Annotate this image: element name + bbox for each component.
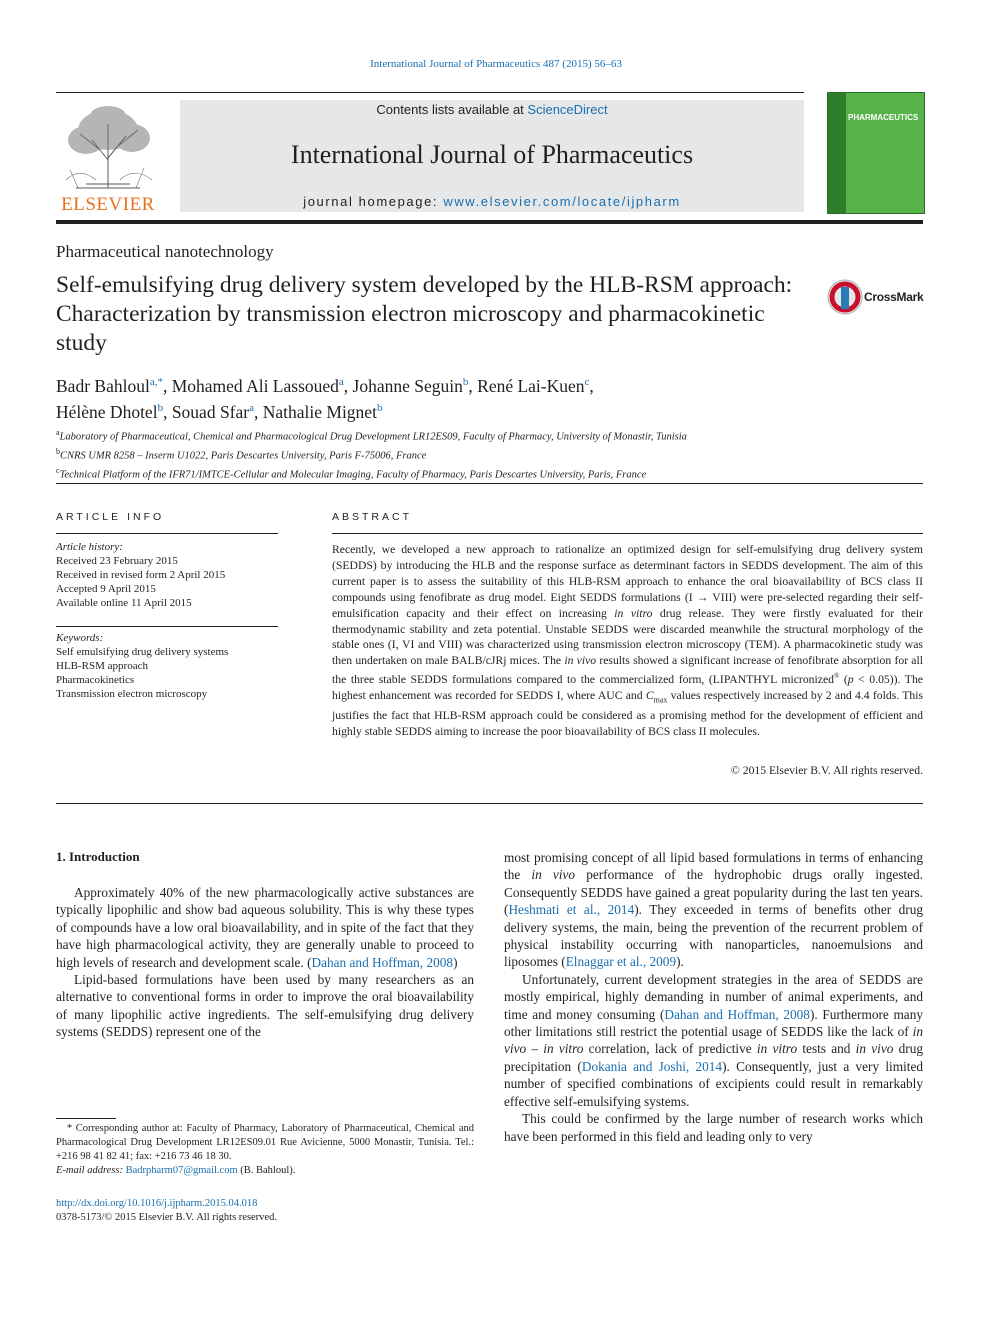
crossmark-label[interactable]: CrossMark bbox=[864, 290, 924, 304]
author-name: Nathalie Mignet bbox=[262, 401, 377, 422]
paragraph: Lipid-based formulations have been used by many researchers as an alternative to conventional forms in order to improve the oral bioavailability of many lipophilic active ingredients. The self-emulsifying drug delivery systems (SEDDS) represent one of the bbox=[56, 972, 474, 1040]
citation-link[interactable]: Dahan and Hoffman, 2008 bbox=[664, 1006, 810, 1022]
contents-line bbox=[180, 102, 804, 117]
keywords-rule bbox=[56, 626, 278, 627]
abstract-rule bbox=[332, 533, 923, 534]
history-label: Article history: bbox=[56, 541, 123, 553]
introduction-heading: 1. Introduction bbox=[56, 849, 140, 864]
doi-link[interactable]: http://dx.doi.org/10.1016/j.ijpharm.2015.04.018 bbox=[56, 1198, 258, 1209]
footnote-rule bbox=[56, 1118, 116, 1119]
journal-cover-image bbox=[827, 92, 925, 214]
article-info-heading: ARTICLE INFO bbox=[56, 511, 165, 523]
history-item: Accepted 9 April 2015 bbox=[56, 583, 156, 595]
paragraph: This could be confirmed by the large number of research works which have been performed in this field and leading only to very bbox=[504, 1111, 923, 1144]
author-name: Souad Sfar bbox=[171, 401, 250, 422]
homepage-prefix: journal homepage: bbox=[303, 194, 444, 209]
paragraph: most promising concept of all lipid based formulations in terms of enhancing the in vivo performance of the hydrophobic drugs orally ingested. Consequently SEDDS have gained a great popularity during the last ten years. (Heshmati et al., 2014). They exceeded in terms of benefits other drug delivery systems, the main, being the prevention of the recurrent problem of physical instability occurring with nanoparticles, nanoemulsions and liposomes (Elnaggar et al., 2009). bbox=[504, 850, 923, 970]
citation-link[interactable]: Dokania and Joshi, 2014 bbox=[581, 1058, 723, 1074]
author-affiliation-marker[interactable]: a bbox=[249, 401, 254, 414]
journal-reference-link[interactable]: International Journal of Pharmaceutics 487 (2015) 56–63 bbox=[370, 58, 622, 70]
header-thick-rule bbox=[56, 220, 923, 224]
author-name: Johanne Seguin bbox=[352, 375, 463, 396]
author-name: Mohamed Ali Lassoued bbox=[171, 375, 339, 396]
author-affiliation-marker[interactable]: b bbox=[157, 401, 164, 414]
article-title: Self-emulsifying drug delivery system developed by the HLB-RSM approach: Characterization by transmission electron microscopy and pharmacokinetic study bbox=[56, 272, 793, 356]
elsevier-wordmark: ELSEVIER bbox=[61, 194, 155, 215]
author-affiliation-marker[interactable]: b bbox=[376, 401, 383, 414]
sciencedirect-link[interactable]: ScienceDirect bbox=[527, 102, 608, 117]
paragraph: Approximately 40% of the new pharmacologically active substances are typically lipophilic and show bad aqueous solubility. This is why these types of compounds have a low oral bioavailability, and in spite of the fact that they have high pharmacological activity, they are generally unable to proceed to high levels of research and development scale. (Dahan and Hoffman, 2008) bbox=[56, 885, 474, 970]
homepage-line bbox=[180, 194, 804, 209]
affiliation: $^a$Laboratory of Pharmaceutical, Chemical and Pharmacological Drug Development LR12ES09, Faculty of Pharmacy, University of Monastir, Tunisia bbox=[56, 428, 687, 443]
author-affiliation-marker[interactable]: a,* bbox=[149, 376, 163, 388]
article-info-rule bbox=[56, 533, 278, 534]
paragraph: Unfortunately, current development strategies in the area of SEDDS are mostly empirical, highly demanding in number of animal experiments, and time and money consuming (Dahan and Hoffman, 2008). Furthermore many other limitations still restrict the potential usage of SEDDS like the lack of in vivo – in vitro correlation, lack of predictive in vitro tests and in vivo drug precipitation (Dokania and Joshi, 2014). Consequently, just a very limited number of specified combinations of excipients could result in remarkably effective self-emulsifying systems. bbox=[504, 971, 924, 1109]
header-top-rule bbox=[56, 92, 804, 93]
keyword-item: Transmission electron microscopy bbox=[56, 688, 208, 700]
article-section-label: Pharmaceutical nanotechnology bbox=[56, 242, 274, 261]
keyword-item: HLB-RSM approach bbox=[56, 660, 148, 672]
email-link[interactable]: Badrpharm07@gmail.com bbox=[125, 1165, 238, 1176]
issn-line: 0378-5173/© 2015 Elsevier B.V. All rights reserved. bbox=[56, 1212, 277, 1223]
homepage-link[interactable]: www.elsevier.com/locate/ijpharm bbox=[443, 194, 681, 209]
citation-link[interactable]: Elnaggar et al., 2009 bbox=[565, 954, 677, 970]
title-bottom-rule bbox=[56, 483, 923, 484]
abstract-bottom-rule bbox=[56, 803, 923, 804]
corresponding-author-footnote: * Corresponding author at: Faculty of Pharmacy, Laboratory of Pharmaceutical, Chemical and Pharmacological Drug Development LR12ES09.01 Rue Avicienne, 5000 Monastir, Tunisia. Tel.: +216 98 41 82 41; fax: +216 73 46 18 30. E-mail address: Badrpharm07@gmail.com (B. Bahloul). bbox=[56, 1123, 475, 1176]
affiliation: $^b$CNRS UMR 8258 – Inserm U1022, Paris Descartes University, Paris F-75006, France bbox=[56, 447, 427, 462]
citation-link[interactable]: Dahan and Hoffman, 2008 bbox=[311, 954, 454, 970]
history-item: Available online 11 April 2015 bbox=[56, 597, 192, 609]
author-affiliation-marker[interactable]: c bbox=[584, 376, 590, 388]
keywords bbox=[56, 631, 278, 701]
abstract-body: Recently, we developed a new approach to rationalize an optimized design for self-emulsifying drug delivery system (SEDDS) by introducing the HLB and the response surface as determinant factors in SEDDS development. The aim of this current paper is to assess the suitability of this HLB-RSM approach to enhance the oral bioavailability of BCS class II compounds using fenofibrate as drug model. Eight SEDDS formulations (I → VIII) were pre-selected regarding their self-emulsification capacity and their effect on increasing in vitro drug release. They were firstly evaluated for their thermodynamic stability and zeta potential. Unstable SEDDS were discarded meanwhile the structural morphology of the stable ones (I, VI and VIII) was characterized using transmission electron microscopy (TEM). A pharmacokinetic study was then undertaken on male BALB/cJRj mices. The in vivo results showed a significant increase of fenofibrate absorption for all the three stable SEDDS formulations compared to the commercialized form, (LIPANTHYL micronized® (p < 0.05)). The highest enhancement was recorded for SEDDS I, where AUC and $C_{max}$ values respectively increased by 2 and 4.4 folds. This justifies the fact that HLB-RSM approach could be considered as a promising method for the development of efficient and highly stable SEDDS aiming to increase the poor bioavailability of BCS class II molecules. bbox=[332, 543, 924, 739]
author-name: Badr Bahloul bbox=[56, 375, 150, 396]
author-affiliation-marker[interactable]: a bbox=[338, 376, 344, 388]
affiliation: $^c$Technical Platform of the IFR71/IMTCE-Cellular and Molecular Imaging, Faculty of Pharmacy, Paris Descartes University, Paris, France bbox=[56, 466, 647, 481]
history-item: Received in revised form 2 April 2015 bbox=[56, 569, 226, 581]
keyword-item: Self emulsifying drug delivery systems bbox=[56, 646, 229, 658]
body-right-column bbox=[504, 849, 923, 1145]
author-list: Badr Bahloul$^{a,*}$, Mohamed Ali Lassoued$^a$, Johanne Seguin$^b$, René Lai-Kuen$^c$, Hélène Dhotel$^b$, Souad Sfar$^a$, Nathalie Mignet$^b$ bbox=[56, 375, 594, 422]
abstract-copyright: © 2015 Elsevier B.V. All rights reserved. bbox=[730, 764, 923, 777]
author-name: René Lai-Kuen bbox=[477, 375, 585, 396]
author-affiliation-marker[interactable]: b bbox=[462, 376, 469, 388]
cover-title: PHARMACEUTICS bbox=[848, 113, 919, 122]
article-history bbox=[56, 540, 278, 610]
author-name: Hélène Dhotel bbox=[56, 401, 158, 422]
body-left-column bbox=[56, 884, 474, 1041]
citation-link[interactable]: Heshmati et al., 2014 bbox=[508, 902, 635, 918]
abstract-heading: ABSTRACT bbox=[332, 511, 413, 523]
keywords-label: Keywords: bbox=[56, 632, 104, 644]
contents-prefix: Contents lists available at bbox=[376, 102, 528, 117]
affiliation-list bbox=[56, 426, 916, 483]
history-item: Received 23 February 2015 bbox=[56, 555, 178, 567]
journal-title: International Journal of Pharmaceutics bbox=[290, 140, 694, 169]
keyword-item: Pharmacokinetics bbox=[56, 674, 135, 686]
